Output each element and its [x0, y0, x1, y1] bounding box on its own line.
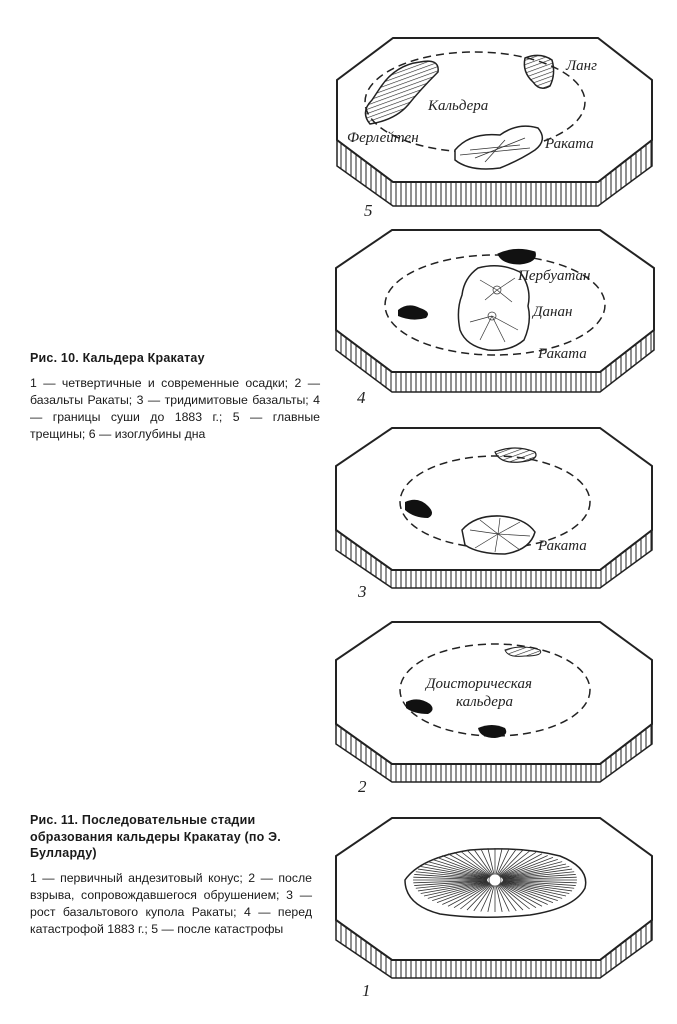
- figure-10-title: Рис. 10. Кальдера Кракатау: [30, 351, 205, 365]
- stage-5-number: 5: [364, 201, 373, 220]
- stage-2-number: 2: [358, 777, 367, 796]
- stage-3-block: [336, 428, 652, 601]
- stage-2-block: [336, 622, 652, 796]
- stage-1-number: 1: [362, 981, 371, 1000]
- stage-4-number: 4: [357, 388, 366, 407]
- stage-4-block: [336, 230, 654, 407]
- northern-islet-2: [505, 647, 541, 656]
- stage-2-label-caldera-line2: кальдера: [456, 694, 513, 710]
- stage-5-block: [337, 38, 652, 220]
- stage-5-label-rakata: Раката: [545, 136, 594, 152]
- stage-5-label-lang: Ланг: [566, 58, 597, 74]
- stage-1-block: [336, 818, 652, 1000]
- figure-11-title: Рис. 11. Последовательные стадии образования кальдеры Кракатау (по Э. Булларду): [30, 813, 281, 860]
- stage-4-label-rakata: Раката: [538, 346, 587, 362]
- stage-4-label-perbuatan: Пербуатан: [518, 268, 591, 284]
- figure-10-legend: 1 — четвертичные и современные осадки; 2 — базальты Ракаты; 3 — тридимитовые базальты; 4 — границы суши до 1883 г.; 5 — главные трещины; 6 — изоглубины дна: [30, 375, 320, 441]
- stage-3-number: 3: [358, 582, 367, 601]
- stage-5-label-caldera: Кальдера: [428, 98, 489, 114]
- stage-5-label-ferleiten: Ферлейтен: [347, 130, 419, 146]
- stage-4-label-danan: Данан: [533, 304, 573, 320]
- figure-11-legend: 1 — первичный андезитовый конус; 2 — после взрыва, сопровождавшегося обрушением; 3 — рост базальтового купола Ракаты; 4 — перед катастрофой 1883 г.; 5 — после катастрофы: [30, 870, 312, 936]
- stage-2-label-caldera-line1: Доисторическая: [426, 676, 532, 692]
- stage-3-label-rakata: Раката: [538, 538, 587, 554]
